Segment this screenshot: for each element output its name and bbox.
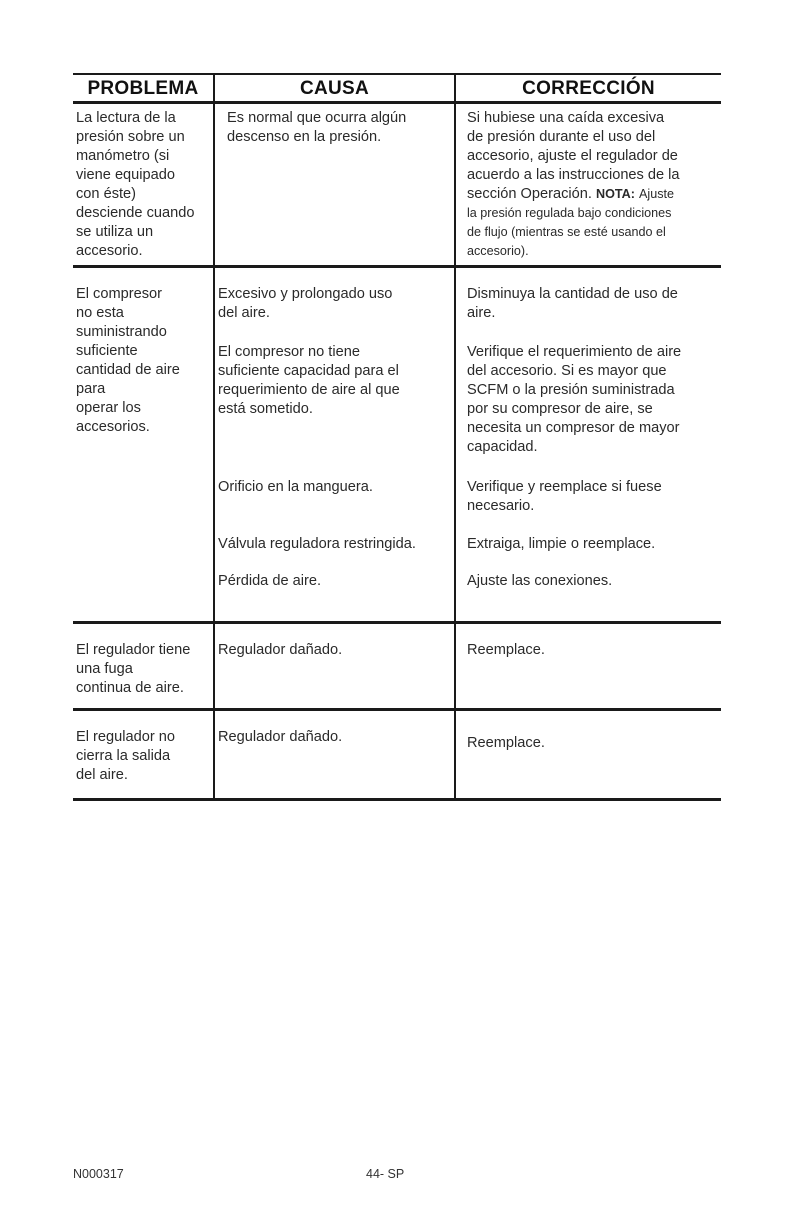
row2-correction-1: Disminuya la cantidad de uso de aire.: [467, 286, 678, 321]
row2-cause-2: El compresor no tiene suficiente capacidad para el requerimiento de aire al que está sometido.: [218, 344, 400, 417]
column-divider: [454, 73, 456, 801]
row-divider: [73, 708, 721, 711]
table-bottom-rule: [73, 798, 721, 801]
row2-correction-3: Verifique y reemplace si fuese necesario.: [467, 479, 662, 514]
row4-correction: Reemplace.: [467, 735, 545, 751]
row2-correction-2: Verifique el requerimiento de aire del accesorio. Si es mayor que SCFM o la presión suministrada por su compresor de aire, se necesita un compresor de mayor capacidad.: [467, 344, 682, 455]
header-correccion: CORRECCIÓN: [522, 78, 655, 99]
row-divider: [73, 265, 721, 268]
row3-correction: Reemplace.: [467, 642, 545, 658]
row1-correction: Si hubiese una caída excesiva de presión durante el uso del accesorio, ajuste el regulador de acuerdo a las instrucciones de la sección Operación. NOTA: Ajuste la presión regulada bajo condiciones de flujo (mientras se esté usando el accesorio).: [467, 110, 680, 258]
row2-cause-3: Orificio en la manguera.: [218, 479, 373, 495]
row-divider: [73, 621, 721, 624]
row2-cause-4: Válvula reguladora restringida.: [218, 536, 416, 552]
page-number: 44- SP: [366, 1167, 405, 1181]
row2-cause-1: Excesivo y prolongado uso del aire.: [218, 286, 393, 321]
row3-problem: El regulador tiene una fuga continua de aire.: [76, 642, 191, 696]
table-top-rule: [73, 73, 721, 75]
row2-problem: El compresor no esta suministrando suficiente cantidad de aire para operar los accesorios.: [76, 286, 180, 435]
row4-cause: Regulador dañado.: [218, 729, 343, 745]
row2-correction-5: Ajuste las conexiones.: [467, 573, 613, 589]
document-code: N000317: [73, 1167, 124, 1181]
header-problema: PROBLEMA: [87, 78, 199, 99]
row4-problem: El regulador no cierra la salida del aire.: [76, 729, 175, 783]
row2-correction-4: Extraiga, limpie o reemplace.: [467, 536, 656, 552]
troubleshooting-table: [73, 73, 721, 801]
row2-cause-5: Pérdida de aire.: [218, 573, 322, 589]
row1-problem: La lectura de la presión sobre un manómetro (si viene equipado con éste) desciende cuando se utiliza un accesorio.: [76, 110, 195, 259]
note-label: NOTA:: [596, 187, 635, 201]
header-causa: CAUSA: [299, 78, 370, 99]
column-divider: [213, 73, 215, 801]
row1-cause: Es normal que ocurra algún descenso en la presión.: [227, 110, 407, 145]
row3-cause: Regulador dañado.: [218, 642, 343, 658]
